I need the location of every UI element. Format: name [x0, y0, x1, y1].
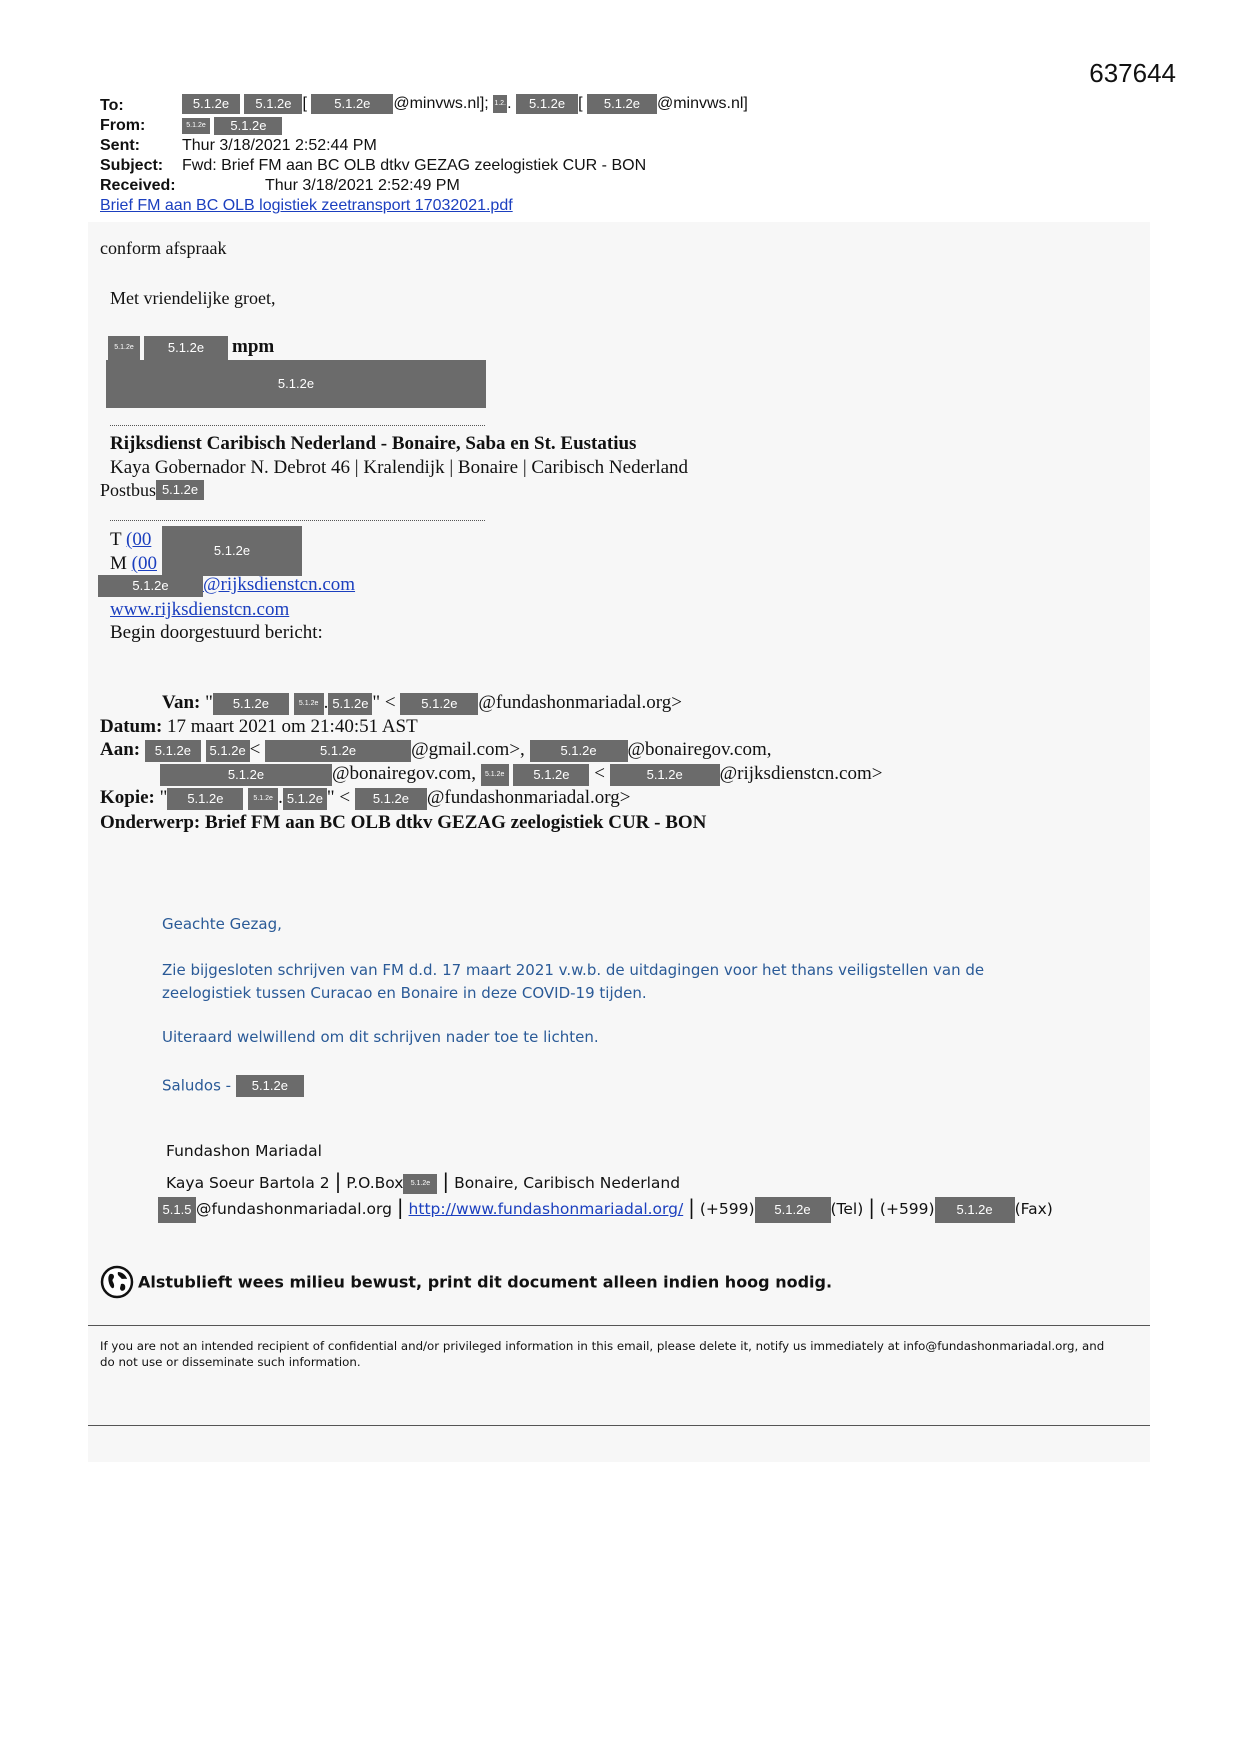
redaction-box: 5.1.2e: [294, 693, 324, 715]
redaction-box: 5.1.2e: [530, 740, 628, 762]
kopie-domain: @fundashonmariadal.org>: [426, 787, 631, 808]
redaction-box: 5.1.2e: [283, 788, 327, 810]
intro-text: conform afspraak: [100, 238, 227, 258]
separator: [110, 520, 485, 521]
phone-t: T (00: [110, 529, 152, 550]
disclaimer-line-2: do not use or disseminate such information.: [100, 1355, 361, 1369]
redaction-box: 5.1.2e: [311, 94, 393, 114]
to-label: To:: [100, 97, 124, 114]
fwd-datum: [100, 716, 418, 738]
sent-label: Sent:: [100, 137, 140, 154]
redaction-box: 5.1.2e: [213, 693, 289, 715]
redaction-box: 5.1.2e: [265, 740, 411, 762]
greeting-text: Met vriendelijke groet,: [110, 288, 276, 308]
redaction-box: 5.1.2e: [248, 788, 278, 810]
page-number: 637644: [1089, 58, 1176, 88]
redaction-box: 1.2.: [493, 95, 507, 113]
email-line: [98, 574, 355, 597]
fm-email: @fundashonmariadal.org: [196, 1200, 392, 1218]
fwd-aan-cont: 5.1.2e @bonairegov.com, 5.1.2e 5.1.2e < 5.1.2e @rijksdienstcn.com>: [160, 763, 882, 786]
redaction-box: 5.1.2e: [206, 740, 250, 762]
globe-icon: [100, 1265, 134, 1299]
letter-paragraph-1: [162, 959, 984, 1005]
sent-value: Thur 3/18/2021 2:52:44 PM: [182, 137, 377, 154]
to-domain-2: @minvws.nl]: [656, 95, 748, 113]
phone-block: [110, 528, 157, 576]
fwd-van: Van: " 5.1.2e 5.1.2e . 5.1.2e " < 5.1.2e @fundashonmariadal.org>: [162, 692, 682, 713]
redaction-box: 5.1.2e: [610, 764, 720, 786]
postbus: [100, 480, 204, 501]
divider: [88, 1425, 1150, 1426]
redaction-box: 5.1.2e: [160, 764, 332, 786]
redaction-box: 5.1.2e: [98, 575, 203, 597]
redaction-box: 5.1.2e: [182, 94, 240, 114]
to-domain-1: @minvws.nl];: [393, 95, 489, 113]
redaction-box: 5.1.2e: [355, 788, 427, 810]
rcn-website-link[interactable]: www.rijksdienstcn.com: [110, 599, 290, 620]
received-value: Thur 3/18/2021 2:52:49 PM: [265, 177, 460, 194]
postbus-label: Postbus: [100, 480, 157, 500]
paragraph-1-line-1: Zie bijgesloten schrijven van FM d.d. 17 maart 2021 v.w.b. de uitdagingen voor het thans veiligstellen van de: [162, 961, 985, 979]
eco-notice: [100, 1265, 832, 1299]
aan-gmail: @gmail.com>,: [411, 739, 525, 760]
signature-title: mpm: [232, 336, 275, 357]
aan-bonairegov: @bonairegov.com,: [627, 739, 772, 760]
phone-t-link[interactable]: (00: [126, 529, 152, 550]
aan-rcn: @rijksdienstcn.com>: [719, 763, 883, 784]
redaction-box: 5.1.2e: [516, 94, 578, 114]
disclaimer-line-1: If you are not an intended recipient of confidential and/or privileged information in this email, please delete it, notify us immediately at info@fundashonmariadal.org, and: [100, 1339, 1105, 1353]
subject-label: Subject:: [100, 157, 164, 174]
divider: [88, 1325, 1150, 1326]
fm-contact: 5.1.5 @fundashonmariadal.org | http://www.fundashonmariadal.org/ | (+599) 5.1.2e (Tel) | (+599) 5.1.2e (Fax): [158, 1195, 1053, 1223]
redaction-box: 5.1.2e: [587, 94, 657, 114]
received-label: Received:: [100, 177, 176, 194]
redaction-box: 5.1.2e: [236, 1075, 304, 1097]
redaction-box: 5.1.2e: [145, 740, 201, 762]
forward-note: Begin doorgestuurd bericht:: [110, 622, 323, 643]
fwd-kopie: Kopie: " 5.1.2e 5.1.2e . 5.1.2e " < 5.1.2e @fundashonmariadal.org>: [100, 787, 631, 808]
rcn-email-link[interactable]: @rijksdienstcn.com: [203, 574, 356, 595]
redaction-box: 5.1.2e: [935, 1197, 1015, 1223]
separator: [110, 425, 485, 426]
org-address: Kaya Gobernador N. Debrot 46 | Kralendijk | Bonaire | Caribisch Nederland: [110, 457, 689, 478]
redaction-box: 5.1.2e: [403, 1174, 437, 1194]
redaction-box: 5.1.2e: [144, 336, 228, 360]
redaction-box: 5.1.2e: [328, 693, 372, 715]
datum-value: 17 maart 2021 om 21:40:51 AST: [167, 716, 418, 737]
datum-label: Datum:: [100, 716, 163, 737]
phone-m: M (00: [110, 553, 157, 574]
kopie-label: Kopie:: [100, 787, 155, 808]
redaction-box: 5.1.2e: [106, 360, 486, 408]
subject-value: Fwd: Brief FM aan BC OLB dtkv GEZAG zeelogistiek CUR - BON: [182, 157, 647, 174]
redaction-box: 5.1.2e: [156, 480, 204, 500]
fwd-onderwerp: Onderwerp: Brief FM aan BC OLB dtkv GEZAG zeelogistiek CUR - BON: [100, 812, 707, 833]
signature-name: [108, 336, 274, 360]
org-name: Rijksdienst Caribisch Nederland - Bonaire, Saba en St. Eustatius: [110, 433, 637, 454]
disclaimer: [100, 1338, 1104, 1370]
letter-closing: Saludos - 5.1.2e: [162, 1075, 304, 1097]
fm-address: Kaya Soeur Bartola 2 | P.O.Box 5.1.2e | Bonaire, Caribisch Nederland: [166, 1169, 681, 1193]
redaction-box: 5.1.2e: [182, 118, 210, 134]
attachment-link[interactable]: Brief FM aan BC OLB logistiek zeetransport 17032021.pdf: [100, 197, 513, 214]
phone-m-link[interactable]: (00: [131, 553, 157, 574]
eco-notice-text: Alstublieft wees milieu bewust, print dit document alleen indien hoog nodig.: [138, 1272, 833, 1292]
redaction-box: 5.1.2e: [162, 526, 302, 576]
redaction-box: 5.1.2e: [167, 788, 243, 810]
from-label: From:: [100, 117, 146, 134]
paragraph-1-line-2: zeelogistiek tussen Curacao en Bonaire in deze COVID-19 tijden.: [162, 984, 647, 1002]
fwd-aan: Aan: 5.1.2e 5.1.2e < 5.1.2e @gmail.com>, 5.1.2e @bonairegov.com,: [100, 739, 772, 760]
letter-paragraph-2: Uiteraard welwillend om dit schrijven nader toe te lichten.: [162, 1028, 599, 1046]
redaction-box: 5.1.2e: [755, 1197, 831, 1223]
redaction-box: 5.1.2e: [244, 94, 302, 114]
redaction-box: 5.1.2e: [481, 764, 509, 786]
redaction-box: 5.1.2e: [513, 764, 589, 786]
redaction-box: 5.1.5: [158, 1197, 196, 1223]
van-label: Van:: [162, 692, 201, 713]
redaction-box: 5.1.2e: [108, 336, 140, 360]
fm-org: Fundashon Mariadal: [166, 1142, 322, 1160]
redaction-box: 5.1.2e: [400, 693, 478, 715]
redaction-box: 5.1.2e: [214, 117, 282, 135]
fm-website-link[interactable]: http://www.fundashonmariadal.org/: [408, 1200, 684, 1218]
aan-bonairegov-2: @bonairegov.com,: [332, 763, 476, 784]
aan-label: Aan:: [100, 739, 141, 760]
letter-salutation: Geachte Gezag,: [162, 915, 282, 933]
van-domain: @fundashonmariadal.org>: [478, 692, 682, 713]
